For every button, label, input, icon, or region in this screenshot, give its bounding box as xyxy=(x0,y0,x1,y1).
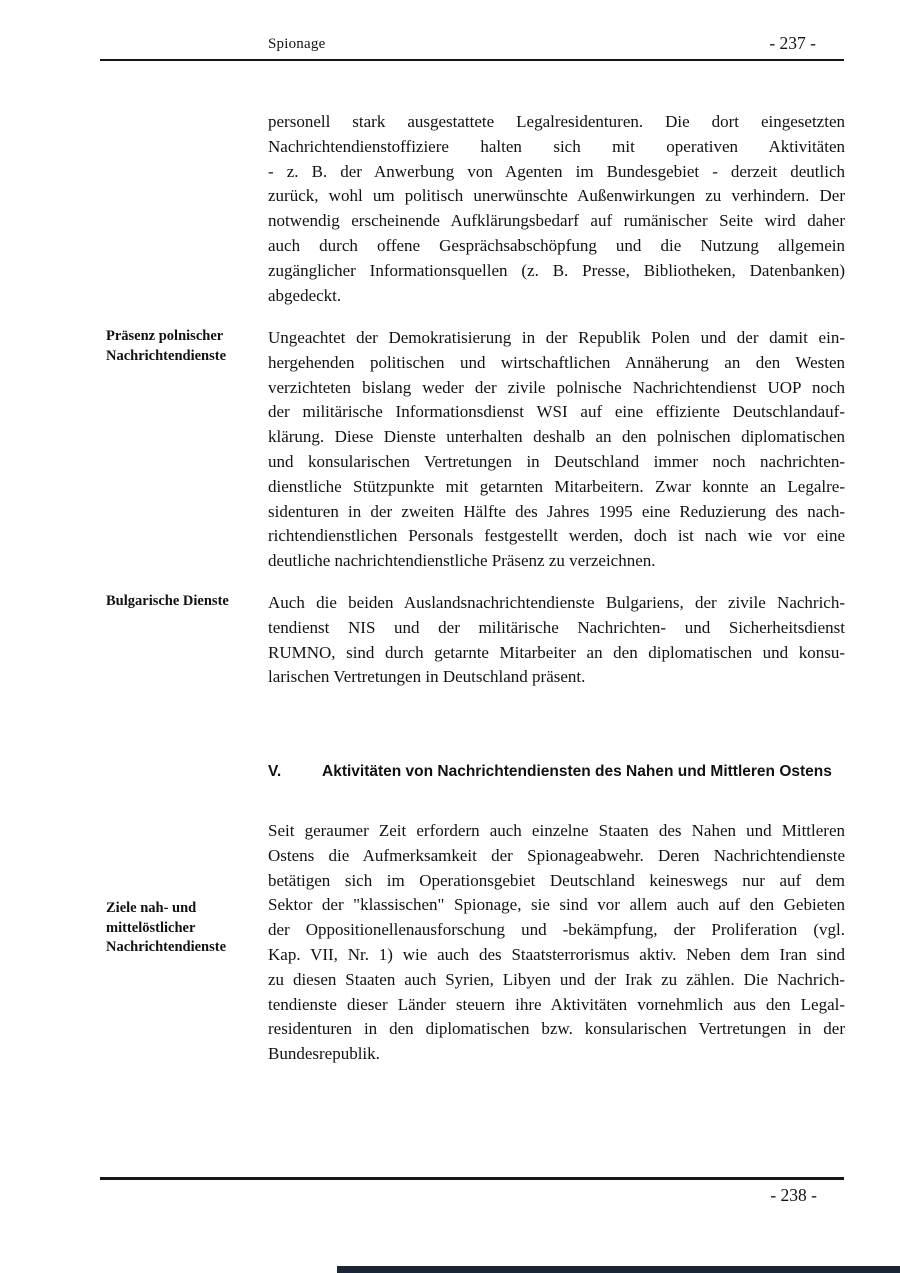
paragraph-polnische-dienste: Ungeachtet der Demokratisierung in der Republik Polen und der damit ein- hergehenden politischen und wirtschaftlichen Annäherung an den Westen verzichteten bislang weder der zivile polnische Nachrichtendienst UOP noch der militärische Informationsdienst WSI auf eine effiziente Deutschlandauf- klärung. Diese Dienste unterhalten deshalb an den polnischen diplomatischen und konsularischen Vertretungen in Deutschland immer noch nachrichten- dienstliche Stützpunkte mit getarnten Mitarbeitern. Zwar konnte an Legalre- sidenturen in der zweiten Hälfte des Jahres 1995 eine Reduzierung des nach- richtendienstlichen Personals festgestellt werden, doch ist nach wie vor eine deutliche nachrichtendienstliche Präsenz zu verzeichnen. xyxy=(268,328,845,571)
margin-label-bulgarische-dienste: Bulgarische Dienste xyxy=(106,593,229,609)
section-number: V. xyxy=(268,763,282,780)
section-heading xyxy=(268,763,858,781)
paragraph-nahost-dienste: Seit geraumer Zeit erfordern auch einzelne Staaten des Nahen und Mittleren Ostens die Aufmerksamkeit der Spionageabwehr. Deren Nachrichtendienste betätigen sich im Operationsgebiet Deutschland keineswegs nur auf dem Sektor der "klassischen" Spionage, sie sind vor allem auch auf den Gebieten der Oppositionellenausforschung und -bekämpfung, der Proliferation (vgl. Kap. VII, Nr. 1) wie auch des Staatsterrorismus aktiv. Neben dem Iran sind zu diesen Staaten auch Syrien, Libyen und der Irak zu zählen. Die Nachrich- tendienste dieser Länder steuern ihre Aktivitäten vornehmlich aus den Legal- residenturen in den diplomatischen bzw. konsularischen Vertretungen in der Bundesrepublik. xyxy=(268,821,845,1064)
page-number-bottom: - 238 - xyxy=(770,1185,817,1205)
margin-label-nahost-dienste: Ziele nah- und mittelöstlicher Nachrichtendienste xyxy=(106,900,227,955)
running-header-title: Spionage xyxy=(268,36,326,52)
header-rule xyxy=(100,59,844,61)
page-number-top: - 237 - xyxy=(769,33,816,53)
paragraph-bulgarische-dienste: Auch die beiden Auslandsnachrichtendienste Bulgariens, der zivile Nachrich- tendienst NIS und der militärische Nachrichten- und Sicherheitsdienst RUMNO, sind durch getarnte Mitarbeiter an den diplomatischen und konsu- larischen Vertretungen in Deutschland präsent. xyxy=(268,593,845,687)
section-title: Aktivitäten von Nachrichtendiensten des Nahen und Mittleren Ostens xyxy=(322,763,832,780)
footer-rule xyxy=(100,1177,844,1180)
scan-edge-artifact xyxy=(337,1266,900,1273)
margin-label-polnische-dienste: Präsenz polnischer Nachrichtendienste xyxy=(106,328,227,364)
paragraph-legalresidenturen: personell stark ausgestattete Legalresidenturen. Die dort eingesetzten Nachrichtendienstoffiziere halten sich mit operativen Aktivitäten - z. B. der Anwerbung von Agenten im Bundesgebiet - derzeit deutlich zurück, wohl um politisch unerwünschte Außenwirkungen zu verhindern. Der notwendig erscheinende Aufklärungsbedarf auf rumänischer Seite wird daher auch durch offene Gesprächsabschöpfung und die Nutzung allgemein zugänglicher Informationsquellen (z. B. Presse, Bibliotheken, Datenbanken) abgedeckt. xyxy=(268,112,845,305)
